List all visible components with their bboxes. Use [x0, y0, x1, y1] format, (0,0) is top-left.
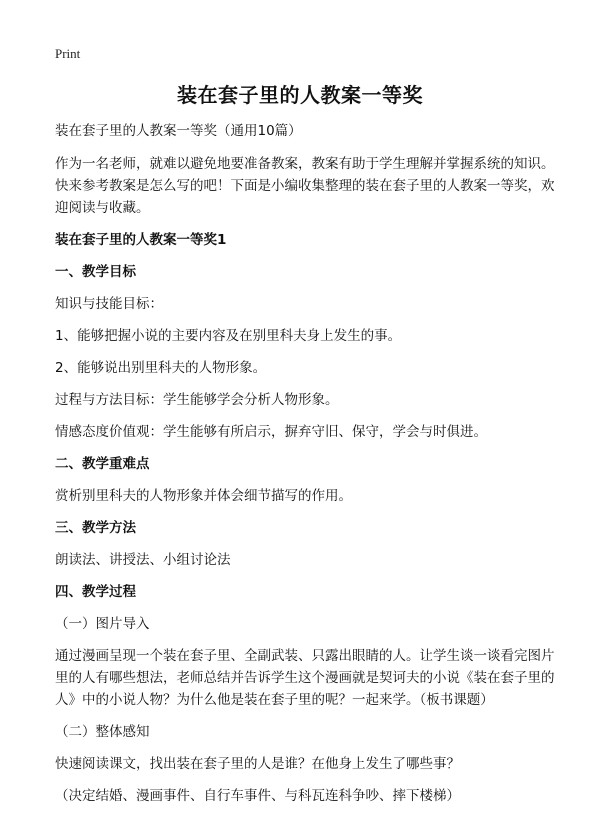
intro-paragraph: 作为一名老师，就难以避免地要准备教案，教案有助于学生理解并掌握系统的知识。快来参考教案是怎么写的吧！下面是小编收集整理的装在套子里的人教案一等奖，欢迎阅读与收藏。 [55, 156, 555, 216]
key-points-heading: 二、教学重难点 [55, 456, 150, 472]
emotion-goal: 情感态度价值观：学生能够有所启示，摒弃守旧、保守，学会与时俱进。 [55, 424, 487, 440]
process-goal: 过程与方法目标：学生能够学会分析人物形象。 [55, 392, 339, 408]
part1-text: 通过漫画呈现一个装在套子里、全副武装、只露出眼睛的人。让学生谈一谈看完图片里的人有哪些想法，老师总结并告诉学生这个漫画就是契诃夫的小说《装在套子里的人》中的小说人物？为什么他是装在套子里的呢？一起来学。（板书课题） [55, 648, 555, 708]
print-label: Print [55, 46, 81, 61]
section-title: 装在套子里的人教案一等奖1 [55, 232, 227, 248]
goal-item-1: 1、能够把握小说的主要内容及在别里科夫身上发生的事。 [55, 328, 402, 344]
part1-label: （一）图片导入 [55, 616, 150, 632]
document-subtitle: 装在套子里的人教案一等奖（通用10篇） [55, 123, 302, 139]
methods-text: 朗读法、讲授法、小组讨论法 [55, 552, 231, 568]
key-points-text: 赏析别里科夫的人物形象并体会细节描写的作用。 [55, 488, 352, 504]
document-title: 装在套子里的人教案一等奖 [177, 83, 423, 107]
goals-heading: 一、教学目标 [55, 264, 136, 280]
process-heading: 四、教学过程 [55, 584, 136, 600]
part2-label: （二）整体感知 [55, 724, 150, 740]
part2-text: 快速阅读课文，找出装在套子里的人是谁？在他身上发生了哪些事？ [55, 756, 460, 772]
knowledge-label: 知识与技能目标： [55, 296, 163, 312]
methods-heading: 三、教学方法 [55, 520, 136, 536]
goal-item-2: 2、能够说出别里科夫的人物形象。 [55, 360, 267, 376]
document-body [55, 120, 555, 817]
part2-answer: （决定结婚、漫画事件、自行车事件、与科瓦连科争吵、摔下楼梯） [55, 788, 460, 804]
